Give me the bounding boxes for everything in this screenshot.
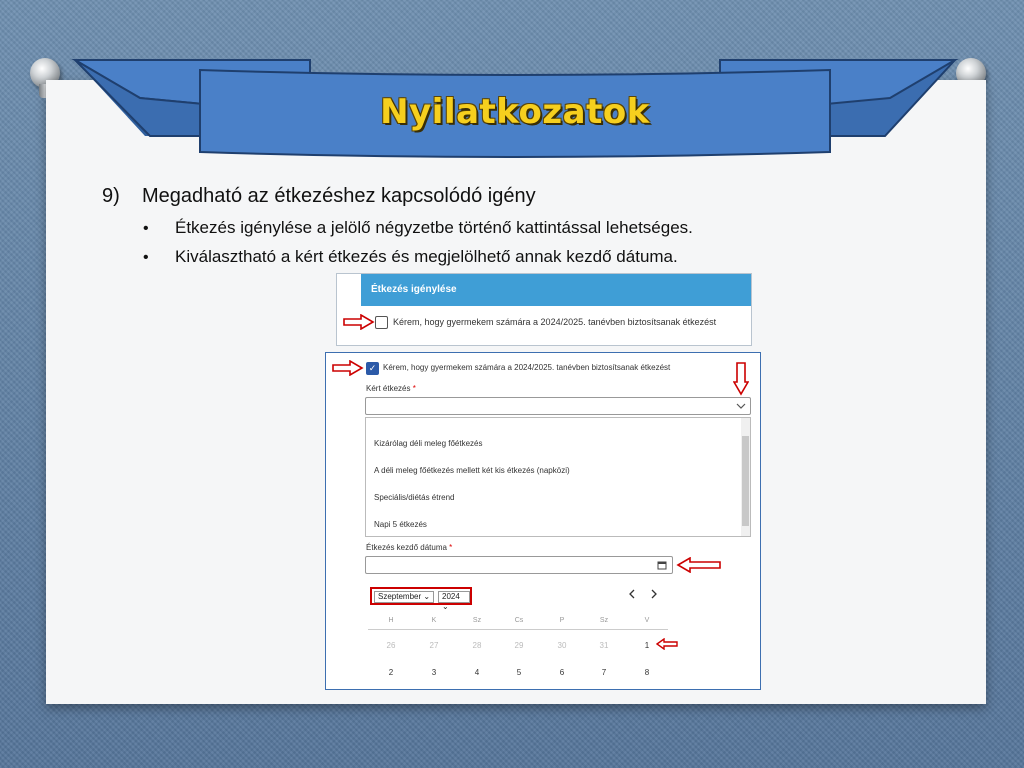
month-select[interactable]: Szeptember ⌄: [374, 591, 434, 603]
meal-request-header: Étkezés igénylése: [361, 274, 751, 306]
calendar-day[interactable]: 6: [559, 668, 565, 677]
bullet-dot-icon: •: [143, 220, 149, 237]
calendar-day[interactable]: 8: [644, 668, 650, 677]
bullet-item: [143, 247, 678, 267]
calendar-day[interactable]: 3: [431, 668, 437, 677]
list-item[interactable]: Napi 5 étkezés: [374, 520, 427, 529]
chevron-down-icon: [736, 402, 746, 410]
weekday-label: Cs: [514, 617, 524, 624]
weekday-label: K: [431, 617, 437, 624]
slide-title: Nyilatkozatok: [380, 92, 650, 132]
calendar-day[interactable]: 29: [514, 641, 524, 650]
red-arrow-left-icon: [676, 557, 722, 573]
calendar-day[interactable]: 31: [599, 641, 609, 650]
section-heading: [102, 185, 536, 208]
chevron-left-icon[interactable]: [628, 589, 636, 599]
weekday-label: H: [388, 617, 394, 624]
bullet-text: Étkezés igénylése a jelölő négyzetbe történő kattintással lehetséges.: [175, 218, 693, 237]
list-item[interactable]: A déli meleg főétkezés mellett két kis étkezés (napközi): [374, 466, 570, 475]
year-select[interactable]: 2024 ⌄: [438, 591, 470, 603]
meal-request-checkbox[interactable]: [375, 316, 388, 329]
calendar-day[interactable]: 1: [644, 641, 650, 650]
calendar-icon: [657, 560, 667, 570]
meal-request-checkbox-label: Kérem, hogy gyermekem számára a 2024/2025. tanévben biztosítsanak étkezést: [393, 317, 717, 327]
list-item[interactable]: Kizárólag déli meleg főétkezés: [374, 439, 483, 448]
month-year-selector: [370, 587, 472, 611]
start-date-label: Étkezés kezdő dátuma *: [366, 543, 453, 552]
weekday-label: P: [559, 617, 565, 624]
bullet-dot-icon: •: [143, 249, 149, 266]
weekday-label: V: [644, 617, 650, 624]
chevron-right-icon[interactable]: [650, 589, 658, 599]
red-arrow-icon: [343, 314, 375, 330]
calendar-day[interactable]: 26: [386, 641, 396, 650]
calendar-day[interactable]: 30: [557, 641, 567, 650]
calendar-day[interactable]: 27: [429, 641, 439, 650]
bullet-item: [143, 218, 693, 238]
divider: [368, 629, 668, 630]
meal-request-checkbox-label: Kérem, hogy gyermekem számára a 2024/2025. tanévben biztosítsanak étkezést: [383, 363, 671, 372]
calendar-day[interactable]: 7: [601, 668, 607, 677]
red-arrow-icon: [332, 360, 364, 376]
calendar-day[interactable]: 4: [474, 668, 480, 677]
red-arrow-left-icon: [656, 638, 678, 650]
weekday-label: Sz: [599, 617, 609, 624]
calendar-day[interactable]: 28: [472, 641, 482, 650]
meal-request-panel-screenshot: [336, 273, 752, 346]
weekday-label: Sz: [472, 617, 482, 624]
scrollbar[interactable]: [741, 418, 750, 536]
scrollbar-thumb[interactable]: [742, 436, 749, 526]
section-number: 9): [102, 185, 120, 207]
meal-options-list[interactable]: [365, 417, 751, 537]
calendar-day[interactable]: 2: [388, 668, 394, 677]
start-date-input[interactable]: [365, 556, 673, 574]
list-item[interactable]: Speciális/diétás étrend: [374, 493, 455, 502]
calendar-day[interactable]: 5: [516, 668, 522, 677]
meal-select-dropdown[interactable]: [365, 397, 751, 415]
bullet-text: Kiválasztható a kért étkezés és megjelölhető annak kezdő dátuma.: [175, 247, 678, 266]
meal-select-label: Kért étkezés *: [366, 384, 416, 393]
red-arrow-down-icon: [733, 362, 749, 396]
meal-request-checkbox-checked[interactable]: ✓: [366, 362, 379, 375]
meal-form-panel-screenshot: [325, 352, 761, 690]
section-heading-text: Megadható az étkezéshez kapcsolódó igény: [142, 185, 536, 207]
